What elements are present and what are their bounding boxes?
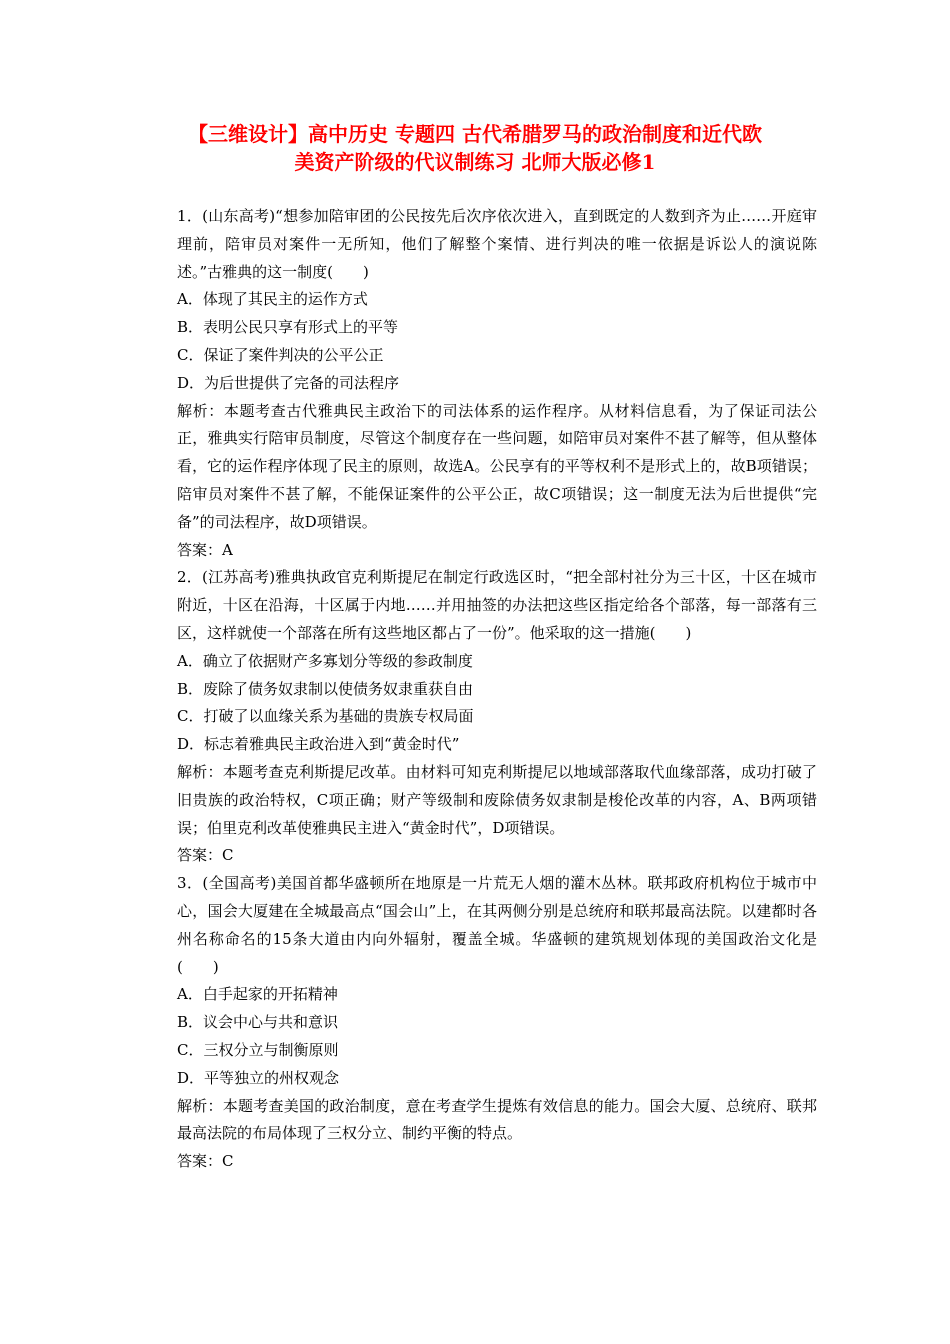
document-title	[120, 120, 830, 176]
title-line-1: 【三维设计】高中历史 专题四 古代希腊罗马的政治制度和近代欧	[188, 122, 762, 146]
question-list	[177, 203, 817, 1176]
question-stem: 2．(江苏高考)雅典执政官克利斯提尼在制定行政选区时，“把全部村社分为三十区，十区在城市附近，十区在沿海，十区属于内地……并用抽签的办法把这些区指定给各个部落，每一部落有三区，这样就使一个部落在所有这些地区都占了一份”。他采取的这一措施( )	[177, 568, 817, 642]
option-d: D．平等独立的州权观念	[177, 1068, 340, 1087]
option-d: D．为后世提供了完备的司法程序	[177, 373, 400, 392]
answer: 答案：C	[177, 846, 234, 865]
answer: 答案：C	[177, 1152, 234, 1171]
question-stem: 3．(全国高考)美国首都华盛顿所在地原是一片荒无人烟的灌木丛林。联邦政府机构位于城市中心，国会大厦建在全城最高点“国会山”上，在其两侧分别是总统府和联邦最高法院。以建都时各州名称命名的15条大道由内向外辐射，覆盖全城。华盛顿的建筑规划体现的美国政治文化是( )	[177, 874, 817, 976]
question-stem: 1．(山东高考)“想参加陪审团的公民按先后次序依次进入，直到既定的人数到齐为止……开庭审理前，陪审员对案件一无所知，他们了解整个案情、进行判决的唯一依据是诉讼人的演说陈述。”古雅典的这一制度( )	[177, 207, 817, 281]
option-b: B．表明公民只享有形式上的平等	[177, 318, 399, 337]
option-d: D．标志着雅典民主政治进入到“黄金时代”	[177, 735, 460, 754]
title-line-2: 美资产阶级的代议制练习 北师大版必修1	[294, 150, 656, 174]
question-1	[177, 203, 817, 564]
option-b: B．废除了债务奴隶制以使债务奴隶重获自由	[177, 679, 474, 698]
analysis: 解析：本题考查克利斯提尼改革。由材料可知克利斯提尼以地域部落取代血缘部落，成功打破了旧贵族的政治特权，C项正确；财产等级制和废除债务奴隶制是梭伦改革的内容，A、B两项错误；伯里克利改革使雅典民主进入“黄金时代”，D项错误。	[177, 762, 817, 837]
analysis: 解析：本题考查美国的政治制度，意在考查学生提炼有效信息的能力。国会大厦、总统府、联邦最高法院的布局体现了三权分立、制约平衡的特点。	[177, 1096, 817, 1143]
answer: 答案：A	[177, 540, 233, 559]
question-2	[177, 564, 817, 870]
option-c: C．三权分立与制衡原则	[177, 1040, 339, 1059]
option-b: B．议会中心与共和意识	[177, 1013, 339, 1032]
option-a: A．白手起家的开拓精神	[177, 985, 338, 1004]
question-3	[177, 870, 817, 1176]
option-c: C．打破了以血缘关系为基础的贵族专权局面	[177, 707, 474, 726]
option-a: A．确立了依据财产多寡划分等级的参政制度	[177, 651, 473, 670]
option-a: A．体现了其民主的运作方式	[177, 290, 368, 309]
option-c: C．保证了案件判决的公平公正	[177, 345, 384, 364]
analysis: 解析：本题考查古代雅典民主政治下的司法体系的运作程序。从材料信息看，为了保证司法公正，雅典实行陪审员制度，尽管这个制度存在一些问题，如陪审员对案件不甚了解等，但从整体看，它的运作程序体现了民主的原则，故选A。公民享有的平等权利不是形式上的，故B项错误；陪审员对案件不甚了解，不能保证案件的公平公正，故C项错误；这一制度无法为后世提供“完备”的司法程序，故D项错误。	[177, 401, 817, 531]
